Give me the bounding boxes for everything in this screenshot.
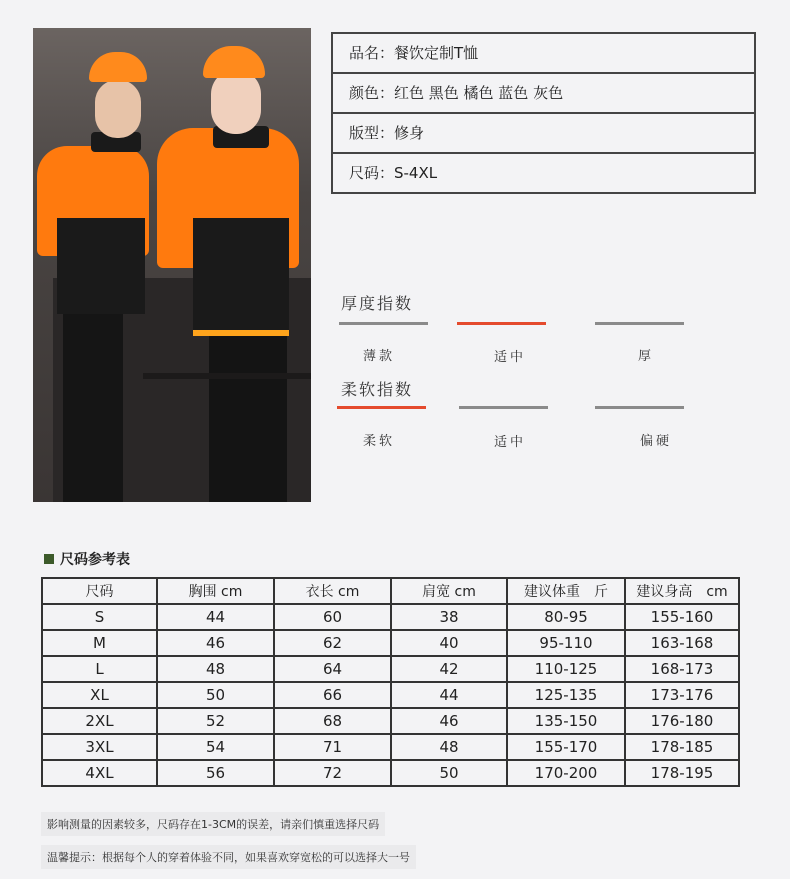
table-cell: 178-195 bbox=[625, 760, 739, 786]
table-cell: 168-173 bbox=[625, 656, 739, 682]
person-right-cap bbox=[203, 46, 265, 78]
header-shoulder: 肩宽 cm bbox=[391, 578, 507, 604]
person-left-legs bbox=[63, 308, 123, 502]
table-cell: 44 bbox=[157, 604, 274, 630]
table-row bbox=[42, 604, 739, 630]
table-cell: 38 bbox=[391, 604, 507, 630]
thickness-bar-thin bbox=[339, 322, 428, 325]
header-size: 尺码 bbox=[42, 578, 157, 604]
table-cell: XL bbox=[42, 682, 157, 708]
softness-bar-hard bbox=[595, 406, 684, 409]
product-photo bbox=[33, 28, 311, 502]
person-right-apron bbox=[193, 218, 289, 336]
thickness-level-thick: 厚 bbox=[637, 349, 654, 364]
softness-level-soft: 柔软 bbox=[362, 434, 395, 449]
product-sizes: 尺码：S-4XL bbox=[349, 164, 438, 182]
table-cell: 48 bbox=[157, 656, 274, 682]
table-cell: 71 bbox=[274, 734, 391, 760]
thickness-title: 厚度指数 bbox=[341, 294, 414, 313]
table-cell: 60 bbox=[274, 604, 391, 630]
table-cell: 80-95 bbox=[507, 604, 625, 630]
table-cell: 64 bbox=[274, 656, 391, 682]
table-row bbox=[42, 734, 739, 760]
table-cell: 68 bbox=[274, 708, 391, 734]
product-name: 品名：餐饮定制T恤 bbox=[333, 34, 754, 74]
table-cell: 155-170 bbox=[507, 734, 625, 760]
table-cell: 95-110 bbox=[507, 630, 625, 656]
table-cell: 48 bbox=[391, 734, 507, 760]
table-cell: 125-135 bbox=[507, 682, 625, 708]
size-chart-title bbox=[44, 549, 130, 569]
softness-title: 柔软指数 bbox=[341, 380, 414, 399]
table-cell: 170-200 bbox=[507, 760, 625, 786]
square-bullet-icon bbox=[44, 554, 54, 564]
thickness-bar-medium bbox=[457, 322, 546, 325]
table-row bbox=[42, 760, 739, 786]
table-cell: 173-176 bbox=[625, 682, 739, 708]
table-cell: 135-150 bbox=[507, 708, 625, 734]
thickness-level-medium: 适中 bbox=[493, 350, 526, 365]
shelf bbox=[143, 373, 311, 379]
table-row bbox=[42, 630, 739, 656]
measurement-note: 影响测量的因素较多，尺码存在1-3CM的误差，请亲们慎重选择尺码 bbox=[41, 812, 385, 836]
table-cell: 50 bbox=[157, 682, 274, 708]
table-row bbox=[42, 682, 739, 708]
size-chart-header-row bbox=[42, 578, 739, 604]
product-info-table bbox=[331, 32, 756, 194]
softness-level-medium: 适中 bbox=[493, 435, 526, 450]
table-cell: L bbox=[42, 656, 157, 682]
product-colors: 颜色：红色 黑色 橘色 蓝色 灰色 bbox=[333, 74, 754, 114]
table-cell: M bbox=[42, 630, 157, 656]
table-cell: 44 bbox=[391, 682, 507, 708]
table-row bbox=[42, 656, 739, 682]
header-height: 建议身高 cm bbox=[625, 578, 739, 604]
header-length: 衣长 cm bbox=[274, 578, 391, 604]
table-cell: 42 bbox=[391, 656, 507, 682]
table-cell: 4XL bbox=[42, 760, 157, 786]
table-cell: 3XL bbox=[42, 734, 157, 760]
table-cell: 163-168 bbox=[625, 630, 739, 656]
table-cell: 52 bbox=[157, 708, 274, 734]
person-right-legs bbox=[209, 328, 287, 502]
header-weight: 建议体重 斤 bbox=[507, 578, 625, 604]
thickness-level-thin: 薄款 bbox=[362, 349, 395, 364]
table-cell: 66 bbox=[274, 682, 391, 708]
table-cell: 56 bbox=[157, 760, 274, 786]
product-fit: 版型：修身 bbox=[333, 114, 754, 154]
tip-note: 温馨提示：根据每个人的穿着体验不同，如果喜欢穿宽松的可以选择大一号 bbox=[41, 845, 416, 869]
table-cell: 110-125 bbox=[507, 656, 625, 682]
person-left-head bbox=[95, 80, 141, 138]
table-cell: 46 bbox=[157, 630, 274, 656]
person-right-head bbox=[211, 70, 261, 134]
table-cell: S bbox=[42, 604, 157, 630]
table-cell: 40 bbox=[391, 630, 507, 656]
person-left-cap bbox=[89, 52, 147, 82]
softness-bar-medium bbox=[459, 406, 548, 409]
table-cell: 155-160 bbox=[625, 604, 739, 630]
person-left-apron bbox=[57, 218, 145, 314]
table-cell: 2XL bbox=[42, 708, 157, 734]
table-row bbox=[42, 708, 739, 734]
table-cell: 62 bbox=[274, 630, 391, 656]
table-cell: 72 bbox=[274, 760, 391, 786]
size-chart-title-text: 尺码参考表 bbox=[60, 552, 130, 568]
table-cell: 50 bbox=[391, 760, 507, 786]
size-chart-table bbox=[41, 577, 740, 787]
table-cell: 46 bbox=[391, 708, 507, 734]
header-chest: 胸围 cm bbox=[157, 578, 274, 604]
thickness-bar-thick bbox=[595, 322, 684, 325]
softness-level-hard: 偏硬 bbox=[639, 434, 672, 449]
softness-bar-soft bbox=[337, 406, 426, 409]
table-cell: 54 bbox=[157, 734, 274, 760]
table-cell: 176-180 bbox=[625, 708, 739, 734]
table-cell: 178-185 bbox=[625, 734, 739, 760]
